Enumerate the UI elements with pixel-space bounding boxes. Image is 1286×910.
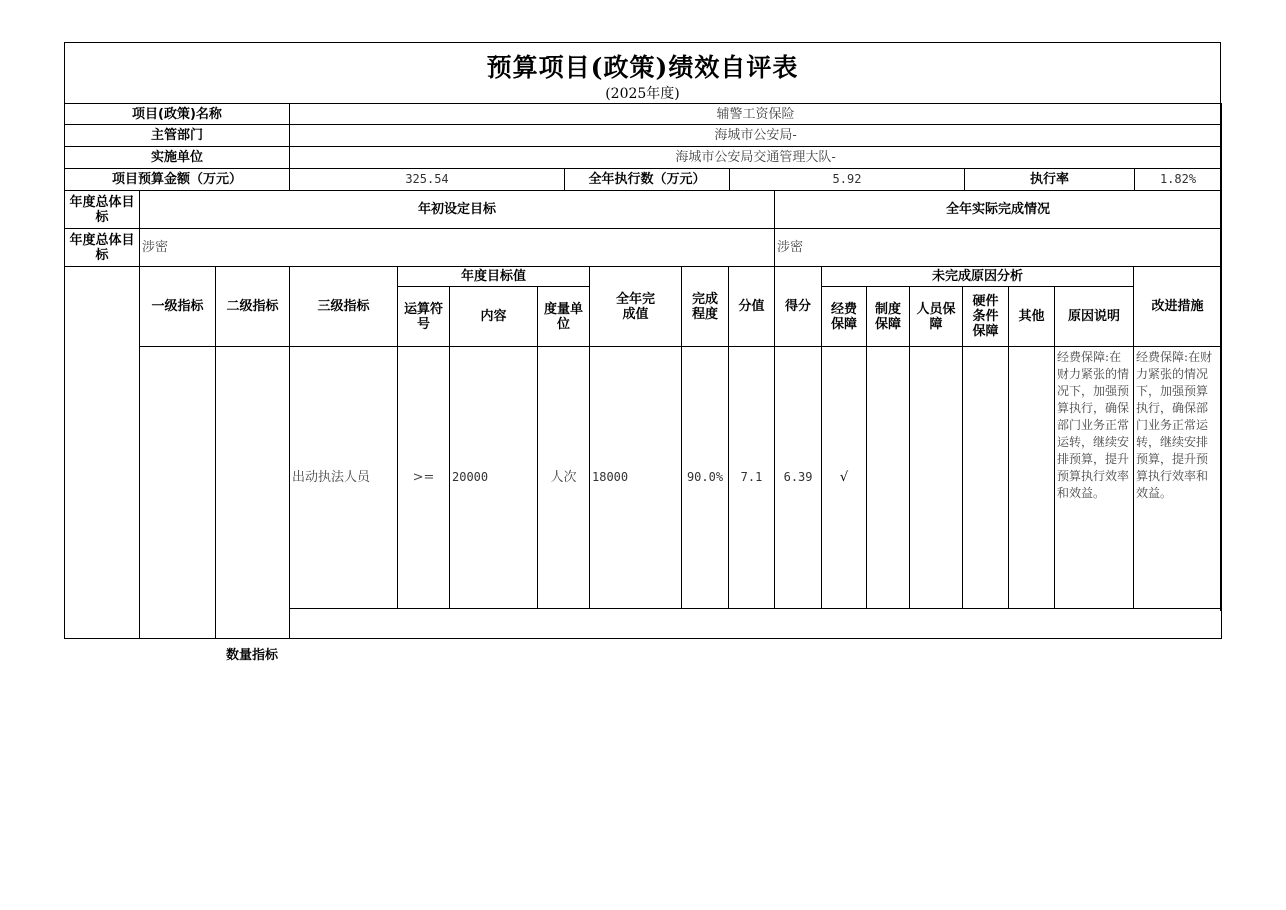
level2-value: 数量指标 [225,648,278,663]
level3-header: 三级指标 [290,267,398,347]
dept-value: 海城市公安局- [290,125,1222,147]
sheet-year: (2025年度) [605,86,680,102]
unit-cell: 人次 [538,347,590,609]
unit-header: 度量单位 [538,287,590,347]
title-block [64,42,1221,103]
goal-row-label: 年度总体目标 [65,191,140,229]
level1-header: 一级指标 [140,267,216,347]
initial-goal-value: 涉密 [140,229,775,267]
operator-cell: >= [398,347,450,609]
budget-value: 325.54 [290,169,565,191]
completion-header: 完成程度 [682,267,729,347]
reason-desc-header: 原因说明 [1055,287,1134,347]
indicator-side-cell [65,267,140,639]
sheet-title: 预算项目(政策)绩效自评表 [486,53,799,82]
rate-value: 1.82% [1135,169,1222,191]
actual-goal-header: 全年实际完成情况 [775,191,1222,229]
initial-goal-header: 年初设定目标 [140,191,775,229]
level2-header: 二级指标 [216,267,290,347]
indicator-table [64,190,1222,639]
points-header: 分值 [729,267,775,347]
hardware-cell [963,347,1009,609]
reason-desc-cell: 经费保障:在财力紧张的情况下，加强预算执行，确保部门业务正常运转，继续安排预算，提升预算执行效率和效益。 [1055,347,1134,609]
funding-check-mark: √ [822,347,867,609]
other-header: 其他 [1009,287,1055,347]
dept-label: 主管部门 [65,125,290,147]
level3-cell: 出动执法人员 [290,347,398,609]
exec-value: 5.92 [730,169,965,191]
personnel-header: 人员保障 [910,287,963,347]
exec-label: 全年执行数（万元） [565,169,730,191]
points-cell: 7.1 [729,347,775,609]
actual-goal-value: 涉密 [775,229,1222,267]
level2-cell [216,347,290,639]
content-header: 内容 [450,287,538,347]
budget-label: 项目预算金额（万元） [65,169,290,191]
level1-cell [140,347,216,639]
operator-header: 运算符号 [398,287,450,347]
project-name-label: 项目(政策)名称 [65,104,290,125]
content-cell: 20000 [450,347,538,609]
personnel-cell [910,347,963,609]
system-header: 制度保障 [867,287,910,347]
improvement-cell: 经费保障:在财力紧张的情况下，加强预算执行，确保部门业务正常运转，继续安排预算，提升预算执行效率和效益。 [1134,347,1222,609]
hardware-header: 硬件条件保障 [963,287,1009,347]
system-cell [867,347,910,609]
table-row [65,347,1222,609]
info-table [64,103,1222,191]
reason-group-header: 未完成原因分析 [822,267,1134,287]
rate-label: 执行率 [965,169,1135,191]
score-cell: 6.39 [775,347,822,609]
next-row-cell [290,609,1222,639]
evaluation-sheet [64,42,1221,663]
target-group-header: 年度目标值 [398,267,590,287]
other-cell [1009,347,1055,609]
goal-row-label-2: 年度总体目标 [65,229,140,267]
completion-cell: 90.0% [682,347,729,609]
score-header: 得分 [775,267,822,347]
improvement-header: 改进措施 [1134,267,1222,347]
unit-value: 海城市公安局交通管理大队- [290,147,1222,169]
unit-label: 实施单位 [65,147,290,169]
funding-header: 经费保障 [822,287,867,347]
project-name-value: 辅警工资保险 [290,104,1222,125]
annual-value-header: 全年完成值 [590,267,682,347]
annual-value-cell: 18000 [590,347,682,609]
